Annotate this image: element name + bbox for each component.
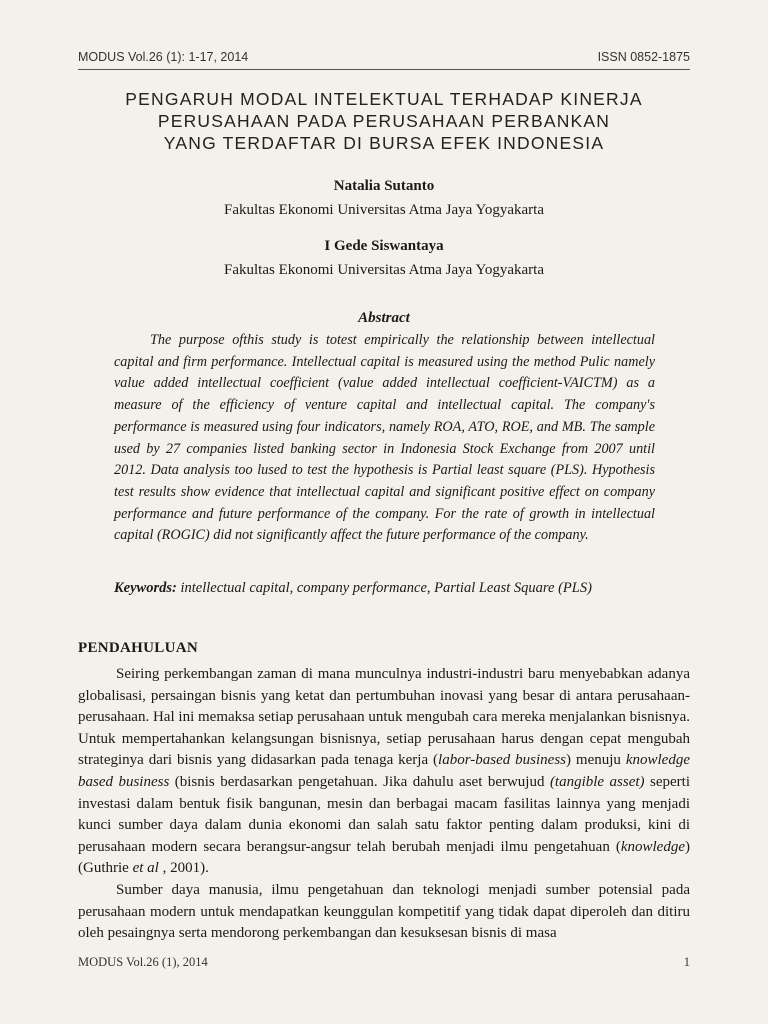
page-footer [78,955,690,970]
paper-title [60,88,708,154]
author-name: I Gede Siswantaya [324,238,444,254]
journal-citation: MODUS Vol.26 (1): 1-17, 2014 [78,50,249,64]
keywords-text: intellectual capital, company performance, Partial Least Square (PLS) [180,580,592,596]
keywords-label: Keywords: [114,580,177,596]
abstract-text: The purpose ofthis study is totest empirically the relationship between intellectual capital and firm performance. Intellectual capital is measured using the method Pulic namely value added intellectual coefficient (value added intellectual coefficient-VAICTM) as a measure of the efficiency of venture capital and intellectual capital. The company's performance is measured using four indicators, namely ROA, ATO, ROE, and MB. The sample used by 27 companies listed banking sector in Indonesia Stock Exchange from 2007 until 2012. Data analysis too lused to test the hypothesis is Partial least square (PLS). Hypothesis test results show evidence that intellectual capital and significant positive effect on company performance and future performance of the company. For the rate of growth in intellectual capital (ROGIC) did not significantly affect the future performance of the company. [114,332,655,544]
issn: ISSN 0852-1875 [597,50,690,64]
footer-citation: MODUS Vol.26 (1), 2014 [78,955,208,969]
paragraph: Sumber daya manusia, ilmu pengetahuan dan teknologi menjadi sumber potensial pada perusahaan modern untuk mendapatkan keunggulan kompetitif yang tidak dapat diperoleh dan ditiru oleh pesaingnya serta mendorong perkembangan dan kesuksesan bisnis di masa [78,881,690,942]
title-line: PERUSAHAAN PADA PERUSAHAAN PERBANKAN [157,111,611,131]
title-line: PENGARUH MODAL INTELEKTUAL TERHADAP KINERJA [125,89,643,109]
running-header [78,50,690,70]
author-name: Natalia Sutanto [333,178,435,194]
section-heading: PENDAHULUAN [78,640,198,656]
author-block [0,234,768,282]
author-block [0,174,768,222]
paragraph: Seiring perkembangan zaman di mana munculnya industri-industri baru menyebabkan adanya globalisasi, persaingan bisnis yang ketat dan pertumbuhan inovasi yang besar di antara perusahaan-perusahaan. Hal ini memaksa setiap perusahaan untuk mengubah cara mereka menjalankan bisnisnya. Untuk mempertahankan kelangsungan bisnisnya, setiap perusahaan harus dengan cepat mengubah strateginya dari bisnis yang didasarkan pada tenaga kerja (labor-based business) menuju knowledge based business (bisnis berdasarkan pengetahuan. Jika dahulu aset berwujud (tangible asset) seperti investasi dalam bentuk fisik bangunan, mesin dan berbagai macam fasilitas lainnya yang menjadi kunci sumber daya dalam dunia ekonomi dan salah satu faktor penting dalam produksi, kini di perusahaan modern secara berangsur-angsur telah berubah menjadi ilmu pengetahuan (knowledge) (Guthrie et al , 2001). [78,666,690,877]
title-line: YANG TERDAFTAR DI BURSA EFEK INDONESIA [163,133,605,153]
page-number: 1 [683,955,690,969]
keywords [114,580,674,597]
abstract-heading: Abstract [358,310,410,326]
author-affiliation: Fakultas Ekonomi Universitas Atma Jaya Yogyakarta [224,202,544,218]
author-affiliation: Fakultas Ekonomi Universitas Atma Jaya Yogyakarta [224,262,544,278]
body-text [78,664,690,945]
